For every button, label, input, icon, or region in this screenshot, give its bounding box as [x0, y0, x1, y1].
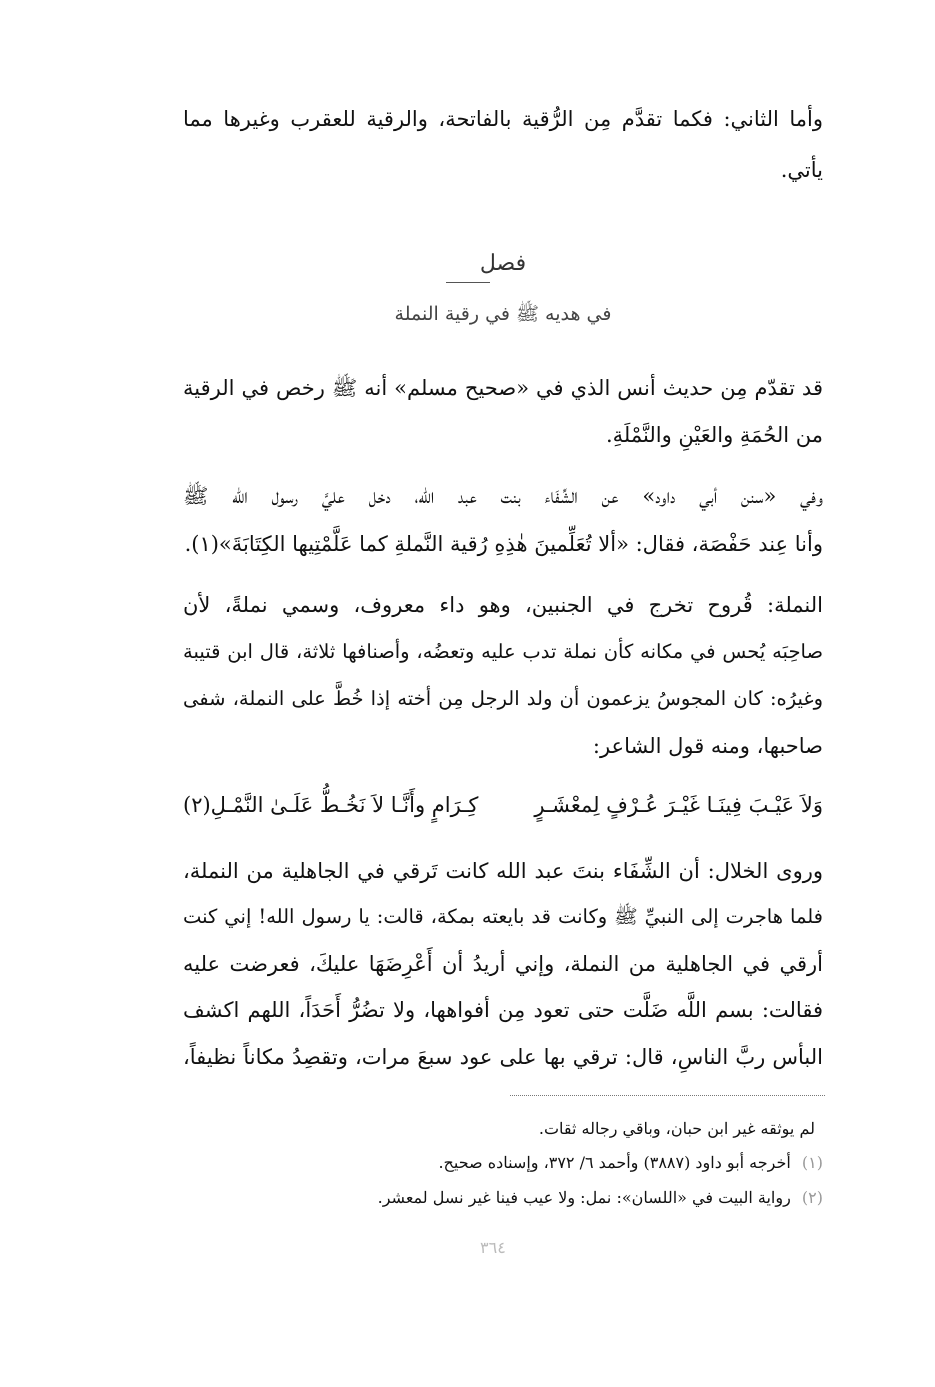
footnote-1-marker: (١) — [801, 1153, 823, 1172]
paragraph-1-line-2: يأتي. — [780, 158, 823, 182]
paragraph-5-line-5: البأس ربَّ الناسِ، قال: ترقي بها على عود سبعَ مرات، وتقصِدُ مكاناً نظيفاً، — [183, 1045, 823, 1069]
paragraph-5-line-3: أرقي في الجاهلية من النملة، وإني أريدُ أن أَعْرِضَهَا عليكَ، فعرضت عليه — [183, 952, 823, 976]
section-heading: فصل — [479, 251, 527, 276]
paragraph-2-line-1: قد تقدّم مِن حديث أنس الذي في «صحيح مسلم» أنه ﷺ رخص في الرقية — [183, 376, 823, 400]
paragraph-5-line-2: فلما هاجرت إلى النبيِّ ﷺ وكانت قد بايعته بمكة، قالت: يا رسول الله! إني كنت — [183, 905, 823, 928]
paragraph-5-line-4: فقالت: بسم اللَّه ضَلَّت حتى تعود مِن أفواهها، ولا تضُرُّ أَحَدَاً، اللهم اكشف — [183, 998, 823, 1022]
section-subtitle: في هديه ﷺ في رقية النملة — [394, 303, 612, 325]
paragraph-4-line-4: صاحبها، ومنه قول الشاعر: — [592, 734, 823, 758]
paragraph-3-line-1: وفي «سنن أبي داود» عن الشِّفَاء بنت عبد الله، دخل عليَّ رسول الله ﷺ — [183, 484, 823, 508]
footnote-carry-over: لم يوثقه غير ابن حبان، وباقي رجاله ثقات. — [538, 1119, 815, 1138]
paragraph-4-line-2: صاحِبَه يُحس في مكانه كأن نملة تدب عليه وتعضُه، وأصنافها ثلاثة، قال ابن قتيبة — [183, 640, 823, 663]
page-number: ٣٦٤ — [480, 1238, 506, 1257]
footnote-2-text: رواية البيت في «اللسان»: نمل: ولا عيب فينا غير نسل لمعشر. — [377, 1188, 791, 1207]
heading-divider — [446, 282, 490, 283]
paragraph-3-line-2: وأنا عِند حَفْصَة، فقال: «ألا تُعَلِّمينَ هٰذِهِ رُقية النَّملةِ كما عَلَّمْتِيها الكِتَابَةَ»(١). — [184, 532, 823, 556]
footnote-2 — [378, 1187, 823, 1209]
footnote-1-text: أخرجه أبو داود (٣٨٨٧) وأحمد ٦/ ٣٧٢، وإسناده صحيح. — [438, 1153, 791, 1172]
verse-second-hemistich: كِـرَامٍ وأَنَّـا لاَ نَخُـطُّ عَلَـىٰ النَّمْـلِ(٢) — [183, 793, 479, 817]
poetry-verse — [183, 788, 823, 822]
footnote-1 — [438, 1152, 823, 1174]
footnote-2-marker: (٢) — [801, 1188, 823, 1207]
paragraph-4-line-3: وغيرُه: كان المجوسُ يزعمون أن ولد الرجل مِن أخته إذا خُطَّ على النملة، شفى — [183, 687, 823, 710]
paragraph-4-line-1: النملة: قُروح تخرج في الجنبين، وهو داء معروف، وسمي نملةً، لأن — [183, 593, 823, 617]
verse-first-hemistich: وَلاَ عَيْـبَ فِينَـا غَيْـرَ عُـرْفٍ لِمعْشَـرٍ — [534, 793, 823, 817]
footnote-divider — [510, 1095, 825, 1096]
paragraph-2-line-2: من الحُمَةِ والعَيْنِ والنَّمْلَةِ. — [605, 423, 823, 447]
paragraph-5-line-1: وروى الخلال: أن الشِّفَاء بنتَ عبد الله كانت تَرقي في الجاهلية من النملة، — [183, 859, 823, 883]
paragraph-1-line-1: وأما الثاني: فكما تقدَّم مِن الرُّقية بالفاتحة، والرقية للعقرب وغيرها مما — [183, 107, 823, 131]
